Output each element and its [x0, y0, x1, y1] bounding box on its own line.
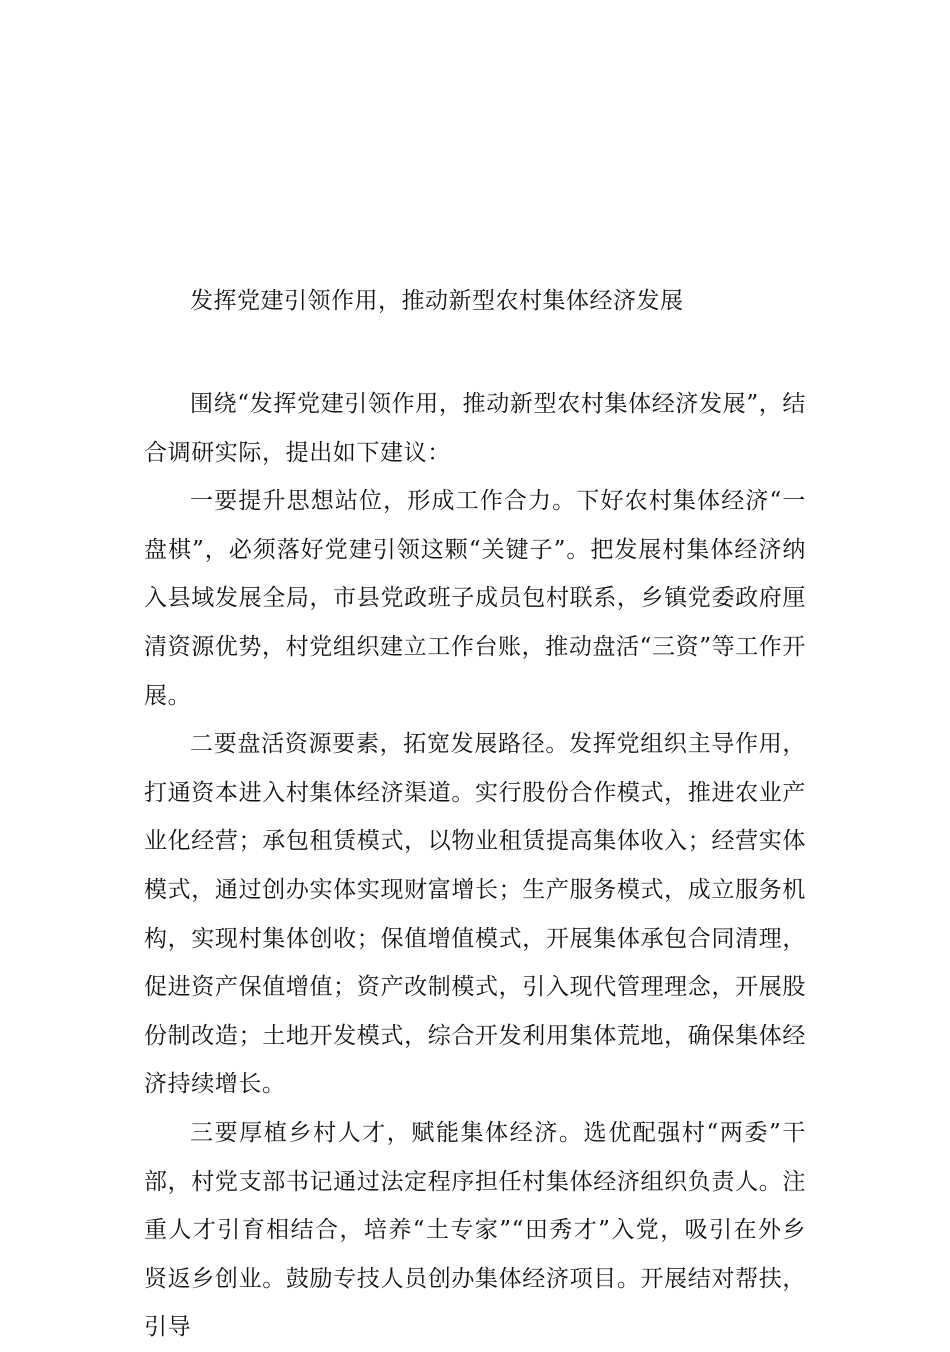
- paragraph-first-suggestion: 一要提升思想站位，形成工作合力。下好农村集体经济“一盘棋”，必须落好党建引领这颗“关键子”。把发展村集体经济纳入县域发展全局，市县党政班子成员包村联系，乡镇党委政府厘清资源优势，村党组织建立工作台账，推动盘活“三资”等工作开展。: [144, 488, 806, 709]
- paragraph-third-suggestion: 三要厚植乡村人才，赋能集体经济。选优配强村“两委”干部，村党支部书记通过法定程序担任村集体经济组织负责人。注重人才引育相结合，培养“土专家”“田秀才”入党，吸引在外乡贤返乡创业。鼓励专技人员创办集体经济项目。开展结对帮扶，引导: [144, 1119, 806, 1341]
- document-body: [144, 380, 806, 1352]
- document-title: 发挥党建引领作用，推动新型农村集体经济发展: [190, 288, 684, 314]
- paragraph-intro: 围绕“发挥党建引领作用，推动新型农村集体经济发展”，结合调研实际，提出如下建议：: [144, 391, 806, 466]
- paragraph-second-suggestion: 二要盘活资源要素，拓宽发展路径。发挥党组织主导作用，打通资本进入村集体经济渠道。实行股份合作模式，推进农业产业化经营；承包租赁模式，以物业租赁提高集体收入；经营实体模式，通过创办实体实现财富增长；生产服务模式，成立服务机构，实现村集体创收；保值增值模式，开展集体承包合同清理，促进资产保值增值；资产改制模式，引入现代管理理念，开展股份制改造；土地开发模式，综合开发利用集体荒地，确保集体经济持续增长。: [144, 731, 806, 1098]
